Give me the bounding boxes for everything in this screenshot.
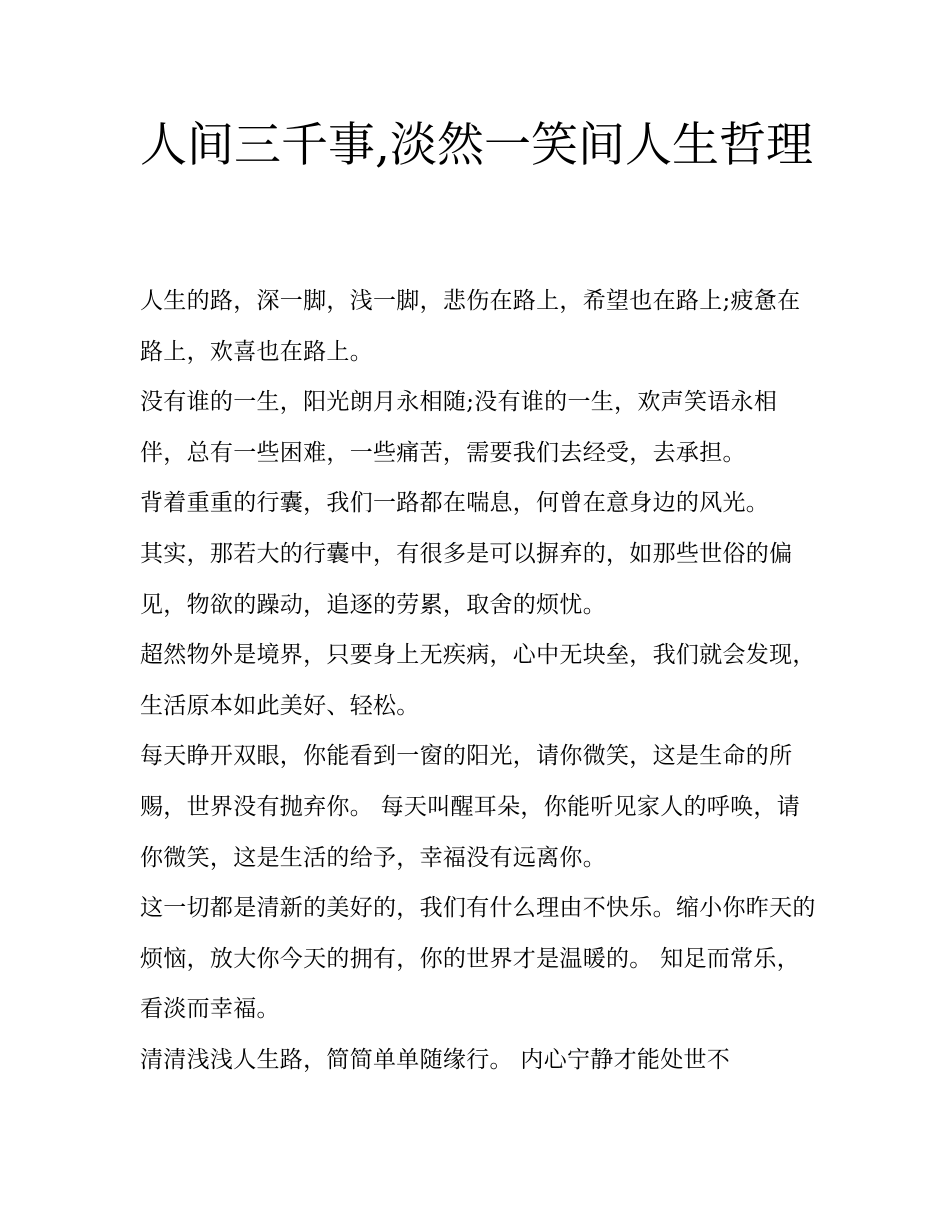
paragraph-5: 超然物外是境界，只要身上无疾病，心中无块垒，我们就会发现，生活原本如此美好、轻松。 — [140, 642, 816, 719]
paragraph-2: 没有谁的一生，阳光朗月永相随;没有谁的一生，欢声笑语永相伴，总有一些困难，一些痛苦，需要我们去经受，去承担。 — [140, 389, 778, 466]
paragraph-6: 每天睁开双眼，你能看到一窗的阳光，请你微笑，这是生命的所赐，世界没有抛弃你。 每天叫醒耳朵，你能听见家人的呼唤，请你微笑，这是生活的给予，幸福没有远离你。 — [140, 743, 801, 871]
paragraph-3: 背着重重的行囊，我们一路都在喘息，何曾在意身边的风光。 — [140, 490, 770, 517]
document-title: 人间三千事,淡然一笑间人生哲理 — [140, 118, 813, 173]
document-body — [140, 276, 820, 1086]
paragraph-7: 这一切都是清新的美好的，我们有什么理由不快乐。缩小你昨天的烦恼，放大你今天的拥有，你的世界才是温暖的。 知足而常乐，看淡而幸福。 — [140, 895, 816, 1023]
paragraph-1: 人生的路，深一脚，浅一脚，悲伤在路上，希望也在路上;疲惫在路上，欢喜也在路上。 — [140, 288, 801, 365]
paragraph-4: 其实，那若大的行囊中，有很多是可以摒弃的，如那些世俗的偏见，物欲的躁动，追逐的劳累，取舍的烦忧。 — [140, 540, 793, 618]
paragraph-8: 清清浅浅人生路，简简单单随缘行。 内心宁静才能处世不 — [140, 1046, 731, 1073]
